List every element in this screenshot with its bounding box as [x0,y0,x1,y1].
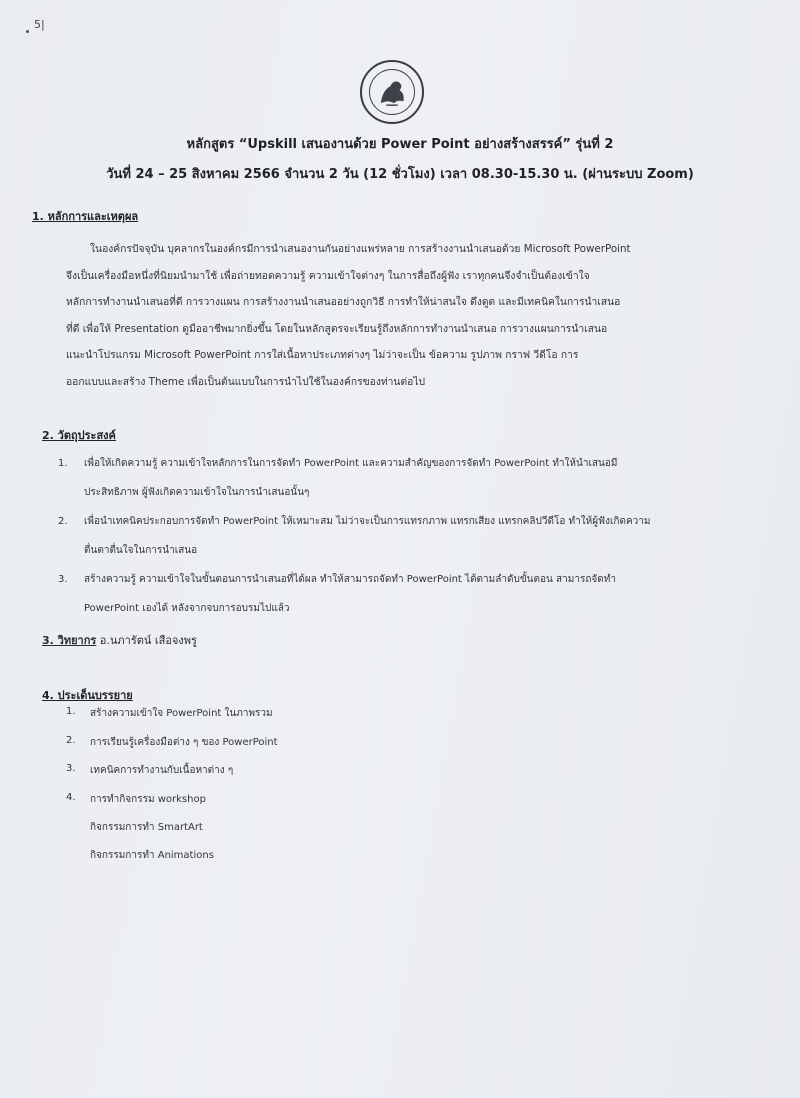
rationale-paragraph [66,236,766,395]
margin-dot [26,30,29,33]
item-text: การเรียนรู้เครื่องมือต่าง ๆ ของ PowerPoint [90,736,278,748]
list-item [58,449,778,507]
page-mark: 5| [34,18,45,31]
paragraph-line: ที่ดี เพื่อให้ Presentation ดูมืออาชีพมากยิ่งขึ้น โดยในหลักสูตรจะเรียนรู้ถึงหลักการทำงานนำเสนอ การวางแผนการนำเสนอ [66,322,608,335]
speaker-name: อ.นภารัตน์ เสือจงพรู [99,634,197,647]
item-number: 3. [66,763,76,774]
item-text: สร้างความเข้าใจ PowerPoint ในภาพรวม [90,708,273,719]
seal-emblem-icon [360,60,424,124]
item-number: 3. [58,574,68,585]
section-heading-speaker: 3. วิทยากร [42,634,97,647]
item-text: เพื่อให้เกิดความรู้ ความเข้าใจหลักการในการจัดทำ PowerPoint และความสำคัญของการจัดทำ PowerPoint ทำให้นำเสนอมี [84,458,618,469]
item-number: 1. [58,458,68,469]
section-heading-rationale: 1. หลักการและเหตุผล [32,210,139,223]
paragraph-line: ในองค์กรปัจจุบัน บุคลากรในองค์กรมีการนำเสนองานกันอย่างแพร่หลาย การสร้างงานนำเสนอด้วย Microsoft PowerPoint [90,243,631,255]
item-text: เทคนิคการทำงานกับเนื้อหาต่าง ๆ [90,765,234,776]
section-heading-objectives: 2. วัตถุประสงค์ [42,429,116,442]
course-title: หลักสูตร “Upskill เสนองานด้วย Power Point อย่างสร้างสรรค์” รุ่นที่ 2 [186,137,614,152]
item-number: 4. [66,791,76,803]
item-text: สร้างความรู้ ความเข้าใจในขั้นตอนการนำเสนอที่ได้ผล ทำให้สามารถจัดทำ PowerPoint ได้ตามลำดับขั้นตอน สามารถจัดทำ [84,574,616,585]
item-number: 2. [58,516,68,527]
sub-item: กิจกรรมการทำ SmartArt [90,822,203,833]
paragraph-line: แนะนำโปรแกรม Microsoft PowerPoint การใส่เนื้อหาประเภทต่างๆ ไม่ว่าจะเป็น ข้อความ รูปภาพ กราฟ วีดีโอ การ [66,349,579,361]
paragraph-line: หลักการทำงานนำเสนอที่ดี การวางแผน การสร้างงานนำเสนออย่างถูกวิธี การทำให้น่าสนใจ ดึงดูด และมีเทคนิคในการนำเสนอ [66,296,621,308]
item-number: 1. [66,706,76,717]
item-text: เพื่อนำเทคนิคประกอบการจัดทำ PowerPoint ให้เหมาะสม ไม่ว่าจะเป็นการแทรกภาพ แทรกเสียง แทรกคลิปวีดีโอ ทำให้ผู้ฟังเกิดความ [84,516,651,527]
item-text-continued: ตื่นตาตื่นใจในการนำเสนอ [84,545,198,556]
sub-item: กิจกรรมการทำ Animations [90,850,214,861]
paragraph-line: ออกแบบและสร้าง Theme เพื่อเป็นต้นแบบในการนำไปใช้ในองค์กรของท่านต่อไป [66,375,426,388]
list-item [58,565,778,623]
paragraph-line: จึงเป็นเครื่องมือหนึ่งที่นิยมนำมาใช้ เพื่อถ่ายทอดความรู้ ความเข้าใจต่างๆ ในการสื่อถึงผู้ฟัง เราทุกคนจึงจำเป็นต้องเข้าใจ [66,269,590,282]
course-schedule: วันที่ 24 – 25 สิงหาคม 2566 จำนวน 2 วัน (12 ชั่วโมง) เวลา 08.30-15.30 น. (ผ่านระบบ Zoom) [106,167,694,182]
item-number: 2. [66,734,76,746]
section-heading-topics: 4. ประเด็นบรรยาย [42,689,133,702]
list-item [58,507,778,565]
item-text-continued: PowerPoint เองได้ หลังจากจบการอบรมไปแล้ว [84,603,290,614]
objectives-list [58,449,778,623]
item-text: การทำกิจกรรม workshop [90,793,206,805]
speaker-line [42,631,197,649]
item-text-continued: ประสิทธิภาพ ผู้ฟังเกิดความเข้าใจในการนำเสนอนั้นๆ [84,487,310,498]
